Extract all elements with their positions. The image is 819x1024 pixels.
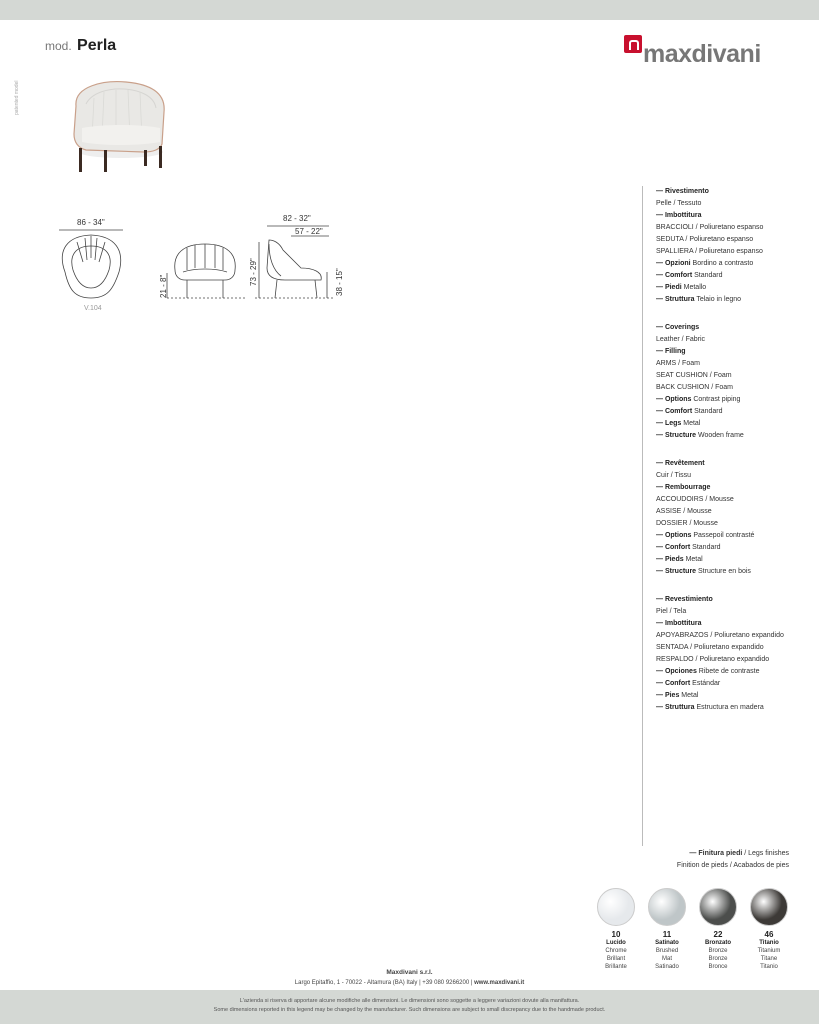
spec-label: — Structure: [656, 432, 697, 439]
spec-label: — Pieds: [656, 556, 684, 563]
spec-line: [656, 186, 816, 198]
spec-label: — Opzioni: [656, 260, 691, 267]
spec-value: Ribete de contraste: [696, 668, 760, 675]
disclaimer-en: Some dimensions reported in this legend may be changed by the manufacturer. Such dimensions are subject to small discrepancy due to the handmade product.: [213, 1007, 606, 1013]
brand-mark-icon: [624, 35, 642, 53]
spec-value: SEAT CUSHION / Foam: [656, 372, 732, 379]
spec-label: — Structure: [656, 568, 697, 575]
spec-group: [656, 458, 816, 578]
spec-line: [656, 606, 816, 618]
spec-line: [656, 406, 816, 418]
spec-value: Metal: [683, 556, 703, 563]
spec-value: Piel / Tela: [656, 608, 687, 615]
spec-label: — Imbottitura: [656, 620, 702, 627]
top-band: [0, 0, 819, 20]
spec-value: Leather / Fabric: [656, 336, 706, 343]
spec-value: SEDUTA / Poliuretano espanso: [656, 236, 754, 243]
specifications: [656, 186, 816, 730]
spec-value: SENTADA / Poliuretano expandido: [656, 644, 764, 651]
spec-label: — Options: [656, 532, 692, 539]
spec-value: Pelle / Tessuto: [656, 200, 702, 207]
spec-line: [656, 506, 816, 518]
spec-line: [656, 690, 816, 702]
spec-line: [656, 542, 816, 554]
spec-value: Standard: [692, 272, 723, 279]
spec-line: [656, 270, 816, 282]
spec-line: [656, 530, 816, 542]
finish-num: 22: [713, 930, 723, 939]
spec-label: — Comfort: [656, 272, 693, 279]
depth-seat-dimension: 57 - 22": [295, 227, 323, 236]
spec-label: — Confort: [656, 680, 691, 687]
finish-en: Bronze: [708, 948, 728, 954]
finish-name: Satinato: [655, 940, 679, 946]
armchair-photo: [64, 78, 174, 174]
spec-value: ASSISE / Mousse: [656, 508, 712, 515]
spec-value: BACK CUSHION / Foam: [656, 384, 734, 391]
spec-line: [656, 258, 816, 270]
spec-label: — Imbottitura: [656, 212, 702, 219]
finish-es: Brillante: [605, 964, 627, 970]
finish-fr: Titane: [760, 956, 778, 962]
spec-group: [656, 186, 816, 306]
arm-height-dimension: 21 - 8": [159, 274, 168, 298]
spec-label: — Options: [656, 396, 692, 403]
spec-label: — Rembourrage: [656, 484, 711, 491]
spec-label: — Piedi: [656, 284, 682, 291]
seat-height-dimension: 38 - 15": [335, 268, 344, 296]
spec-line: [656, 418, 816, 430]
spec-line: [656, 358, 816, 370]
spec-label: — Revêtement: [656, 460, 705, 467]
spec-line: [656, 430, 816, 442]
spec-line: [656, 518, 816, 530]
spec-value: Estructura en madera: [694, 704, 764, 711]
finish-es: Satinado: [655, 964, 679, 970]
finish-en: Chrome: [605, 948, 627, 954]
finish-color-swatch: [648, 888, 686, 926]
finish-en: Titanium: [757, 948, 781, 954]
disclaimer-it: L'azienda si riserva di apportare alcune modifiche alle dimensioni. Le dimensioni sono soggette a leggere variazioni dovute alla manifattura.: [239, 998, 580, 1004]
finish-fr: Mat: [661, 956, 672, 962]
spec-line: [656, 294, 816, 306]
model-title: [45, 37, 116, 55]
spec-line: [656, 370, 816, 382]
spec-label: — Coverings: [656, 324, 700, 331]
spec-line: [656, 482, 816, 494]
dimension-drawings: [55, 210, 355, 320]
company-address: Largo Epitaffio, 1 - 70022 - Altamura (BA) Italy | +39 080 9266200 |: [294, 980, 475, 986]
spec-value: Estándar: [690, 680, 721, 687]
company-website[interactable]: www.maxdivani.it: [474, 980, 525, 986]
finish-num: 10: [611, 930, 621, 939]
spec-label: — Filling: [656, 348, 686, 355]
depth-total-dimension: 82 - 32": [283, 214, 311, 223]
spec-line: [656, 678, 816, 690]
spec-line: [656, 246, 816, 258]
finish-es: Bronce: [708, 964, 728, 970]
finish-swatch: [593, 888, 639, 971]
column-divider: [642, 186, 643, 846]
spec-line: [656, 666, 816, 678]
spec-line: [656, 234, 816, 246]
spec-label: — Opciones: [656, 668, 697, 675]
finishes-title: [660, 848, 789, 872]
spec-line: [656, 554, 816, 566]
spec-value: SPALLIERA / Poliuretano espanso: [656, 248, 763, 255]
model-prefix: mod.: [45, 39, 72, 53]
finishes-subtitle: Finition de pieds / Acabados de pies: [676, 862, 789, 869]
finish-color-swatch: [750, 888, 788, 926]
spec-line: [656, 566, 816, 578]
spec-line: [656, 630, 816, 642]
spec-line: [656, 394, 816, 406]
finish-color-swatch: [597, 888, 635, 926]
model-name: Perla: [77, 37, 117, 54]
height-dimension: 73 - 29": [249, 258, 258, 286]
brand-logo: [624, 35, 784, 69]
spec-line: [656, 382, 816, 394]
spec-label: — Comfort: [656, 408, 693, 415]
finish-en: Brushed: [655, 948, 679, 954]
spec-group: [656, 594, 816, 714]
spec-label: — Struttura: [656, 296, 695, 303]
spec-label: — Rivestimento: [656, 188, 709, 195]
spec-line: [656, 470, 816, 482]
spec-line: [656, 594, 816, 606]
disclaimer: [0, 997, 819, 1015]
spec-label: — Struttura: [656, 704, 695, 711]
spec-group: [656, 322, 816, 442]
spec-line: [656, 198, 816, 210]
spec-line: [656, 642, 816, 654]
finish-name: Lucido: [606, 940, 626, 946]
spec-value: Bordino a contrasto: [690, 260, 754, 267]
spec-value: Structure en bois: [696, 568, 751, 575]
finish-color-swatch: [699, 888, 737, 926]
spec-value: ARMS / Foam: [656, 360, 700, 367]
spec-value: DOSSIER / Mousse: [656, 520, 718, 527]
finish-swatch: [746, 888, 792, 971]
finish-fr: Brillant: [606, 956, 626, 962]
company-info: [0, 968, 819, 988]
version-code: V.104: [84, 305, 102, 312]
finish-es: Titanio: [760, 964, 778, 970]
patent-note: patented model: [14, 80, 20, 115]
spec-value: Metal: [681, 420, 701, 427]
spec-value: Standard: [690, 544, 721, 551]
spec-value: Cuir / Tissu: [656, 472, 692, 479]
spec-value: Standard: [692, 408, 723, 415]
spec-value: Passepoil contrasté: [691, 532, 755, 539]
finishes-title-rest: / Legs finishes: [742, 850, 789, 857]
spec-line: [656, 494, 816, 506]
spec-value: ACCOUDOIRS / Mousse: [656, 496, 734, 503]
finish-num: 11: [662, 930, 672, 939]
finishes-title-bold: — Finitura piedi: [689, 850, 743, 857]
spec-line: [656, 654, 816, 666]
spec-value: Contrast piping: [691, 396, 741, 403]
spec-line: [656, 210, 816, 222]
finish-swatch: [644, 888, 690, 971]
finish-name: Bronzato: [705, 940, 731, 946]
spec-line: [656, 618, 816, 630]
spec-value: RESPALDO / Poliuretano expandido: [656, 656, 770, 663]
brand-name: maxdivani: [643, 40, 761, 68]
spec-value: Metal: [679, 692, 699, 699]
spec-value: BRACCIOLI / Poliuretano espanso: [656, 224, 764, 231]
company-name: Maxdivani s.r.l.: [386, 969, 433, 976]
width-dimension: 86 - 34": [77, 218, 105, 227]
spec-label: — Revestimiento: [656, 596, 713, 603]
spec-line: [656, 322, 816, 334]
spec-value: Wooden frame: [696, 432, 744, 439]
spec-line: [656, 458, 816, 470]
finish-fr: Bronze: [708, 956, 728, 962]
spec-line: [656, 282, 816, 294]
spec-line: [656, 702, 816, 714]
spec-line: [656, 334, 816, 346]
finish-name: Titanio: [759, 940, 779, 946]
spec-label: — Confort: [656, 544, 691, 551]
spec-value: APOYABRAZOS / Poliuretano expandido: [656, 632, 784, 639]
spec-label: — Pies: [656, 692, 680, 699]
finish-num: 46: [764, 930, 774, 939]
spec-value: Telaio in legno: [694, 296, 742, 303]
spec-line: [656, 346, 816, 358]
spec-line: [656, 222, 816, 234]
spec-label: — Legs: [656, 420, 682, 427]
finish-swatch: [695, 888, 741, 971]
spec-value: Metallo: [681, 284, 707, 291]
finish-swatches: [593, 888, 793, 978]
